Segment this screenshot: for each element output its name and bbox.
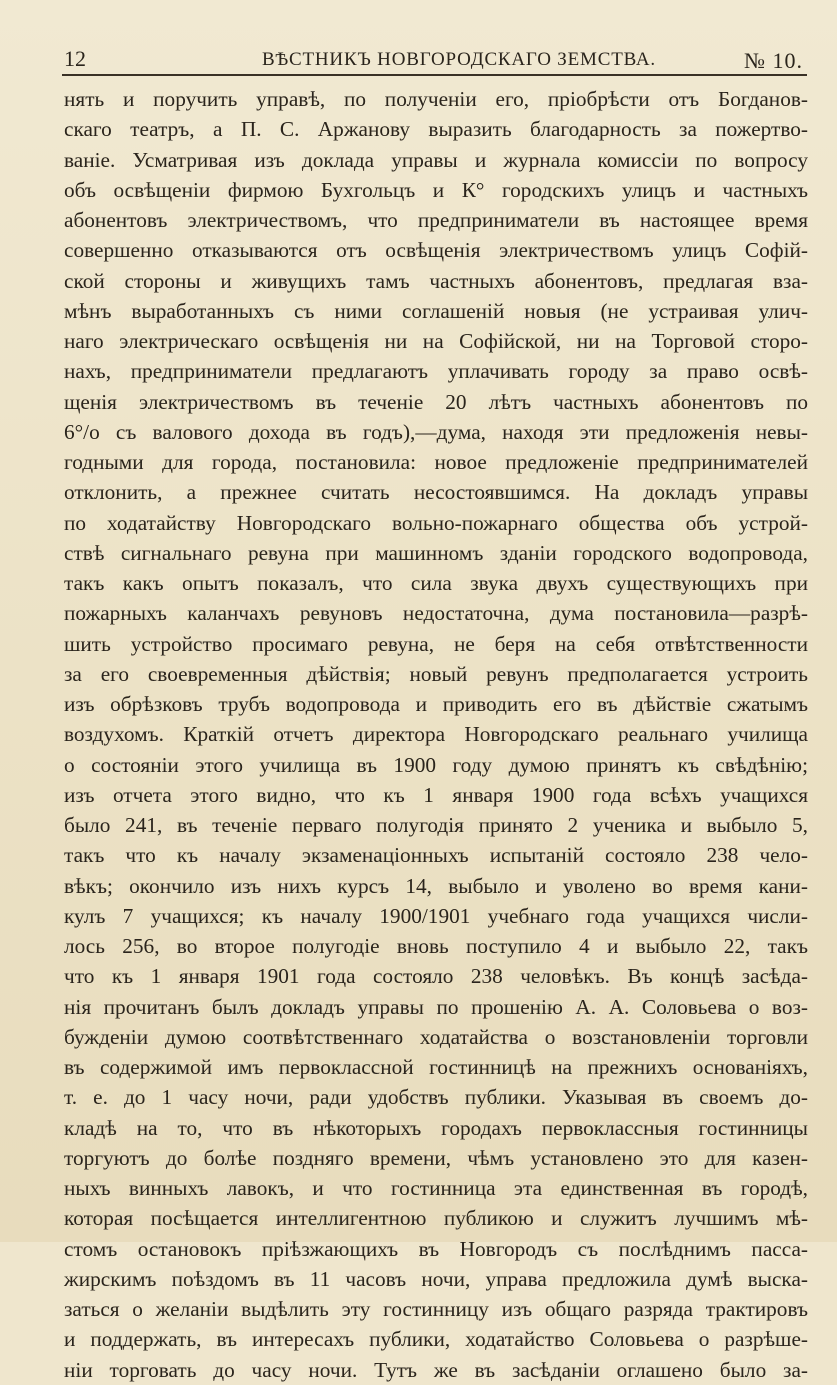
text-line: бужденіи думою соотвѣтственнаго ходатайства о возстановленіи торговли xyxy=(64,1024,808,1049)
text-line: скаго театръ, а П. С. Аржанову выразить благодарность за пожертво- xyxy=(64,117,808,142)
text-line: шить устройство просимаго ревуна, не беря на себя отвѣтственности xyxy=(64,631,808,656)
text-line: ствѣ сигнальнаго ревуна при машинномъ зданіи городского водопровода, xyxy=(64,540,808,565)
text-line: кулъ 7 учащихся; къ началу 1900/1901 учебнаго года учащихся числи- xyxy=(64,903,808,928)
text-line: нія прочитанъ былъ докладъ управы по прошенію А. А. Соловьева о воз- xyxy=(64,994,808,1019)
text-line: отклонить, а прежнее считать несостоявшимся. На докладъ управы xyxy=(64,480,808,505)
text-line: мѣнъ выработанныхъ съ ними соглашеній новыя (не устраивая улич- xyxy=(64,298,808,323)
text-line: ваніе. Усматривая изъ доклада управы и журнала комиссіи по вопросу xyxy=(64,147,808,172)
text-line: вѣкъ; окончило изъ нихъ курсъ 14, выбыло и уволено во время кани- xyxy=(64,873,808,898)
text-line: изъ обрѣзковъ трубъ водопровода и приводить его въ дѣйствіе сжатымъ xyxy=(64,692,808,716)
text-line: годными для города, постановила: новое предложеніе предпринимателей xyxy=(64,450,808,474)
text-line: совершенно отказываются отъ освѣщенія электричествомъ улицъ Софій- xyxy=(64,238,808,263)
issue-number: № 10. xyxy=(744,48,803,73)
text-line: кладѣ на то, что въ нѣкоторыхъ городахъ первоклассныя гостинницы xyxy=(64,1115,808,1140)
text-line: которая посѣщается интеллигентною публикою и служитъ лучшимъ мѣ- xyxy=(64,1206,808,1231)
text-line: т. е. до 1 часу ночи, ради удобствъ публики. Указывая въ своемъ до- xyxy=(64,1085,808,1110)
text-line: такъ что къ началу экзаменаціонныхъ испытаній состояло 238 чело- xyxy=(64,843,808,868)
body-text xyxy=(64,84,808,1385)
text-line: изъ отчета этого видно, что къ 1 января 1900 года всѣхъ учащихся xyxy=(64,782,808,807)
text-line: нять и поручить управѣ, по полученіи его, пріобрѣсти отъ Богданов- xyxy=(64,87,808,111)
text-line: торгуютъ до болѣе поздняго времени, чѣмъ установлено это для казен- xyxy=(64,1145,808,1170)
text-line: жирскимъ поѣздомъ въ 11 часовъ ночи, управа предложила думѣ выска- xyxy=(64,1266,808,1291)
page-header xyxy=(62,44,807,76)
text-line: щенія электричествомъ въ теченіе 20 лѣтъ частныхъ абонентовъ по xyxy=(64,389,808,414)
text-line: ніи торговать до часу ночи. Тутъ же въ засѣданіи оглашено было за- xyxy=(64,1357,808,1382)
text-line: и поддержать, въ интересахъ публики, ходатайство Соловьева о разрѣше- xyxy=(64,1327,808,1352)
text-line: было 241, въ теченіе перваго полугодія принято 2 ученика и выбыло 5, xyxy=(64,813,808,837)
text-line: лось 256, во второе полугодіе вновь поступило 4 и выбыло 22, такъ xyxy=(64,934,808,958)
text-line: ныхъ винныхъ лавокъ, и что гостинница эта единственная въ городѣ, xyxy=(64,1176,808,1200)
text-line: заться о желаніи выдѣлить эту гостинницу изъ общаго разряда трактировъ xyxy=(64,1297,808,1321)
page-number: 12 xyxy=(64,46,86,71)
running-title: ВѢСТНИКЪ НОВГОРОДСКАГО ЗЕМСТВА. xyxy=(262,49,656,70)
text-line: объ освѣщеніи фирмою Бухгольцъ и К° городскихъ улицъ и частныхъ xyxy=(64,177,808,202)
text-line: ской стороны и живущихъ тамъ частныхъ абонентовъ, предлагая вза- xyxy=(64,268,808,293)
text-line: по ходатайству Новгородскаго вольно-пожарнаго общества объ устрой- xyxy=(64,510,808,535)
text-line: что къ 1 января 1901 года состояло 238 человѣкъ. Въ концѣ засѣда- xyxy=(64,964,808,989)
text-line: 6°/о съ валового дохода въ годъ),—дума, находя эти предложенія невы- xyxy=(64,419,808,444)
text-line: о состояніи этого училища въ 1900 году думою принятъ къ свѣдѣнію; xyxy=(64,752,808,777)
text-line: въ содержимой имъ первоклассной гостинницѣ на прежнихъ основаніяхъ, xyxy=(64,1055,808,1079)
text-line: пожарныхъ каланчахъ ревуновъ недостаточна, дума постановила—разрѣ- xyxy=(64,601,808,626)
text-line: за его своевременныя дѣйствія; новый ревунъ предполагается устроить xyxy=(64,661,808,686)
text-line: стомъ остановокъ пріѣзжающихъ въ Новгородъ съ послѣднимъ пасса- xyxy=(64,1236,808,1261)
text-line: наго электрическаго освѣщенія ни на Софійской, ни на Торговой сторо- xyxy=(64,329,808,353)
text-line: воздухомъ. Краткій отчетъ директора Новгородскаго реальнаго училища xyxy=(64,722,808,747)
text-line: нахъ, предприниматели предлагаютъ уплачивать городу за право освѣ- xyxy=(64,359,808,384)
text-line: такъ какъ опытъ показалъ, что сила звука двухъ существующихъ при xyxy=(64,571,808,595)
text-line: абонентовъ электричествомъ, что предприниматели въ настоящее время xyxy=(64,208,808,232)
